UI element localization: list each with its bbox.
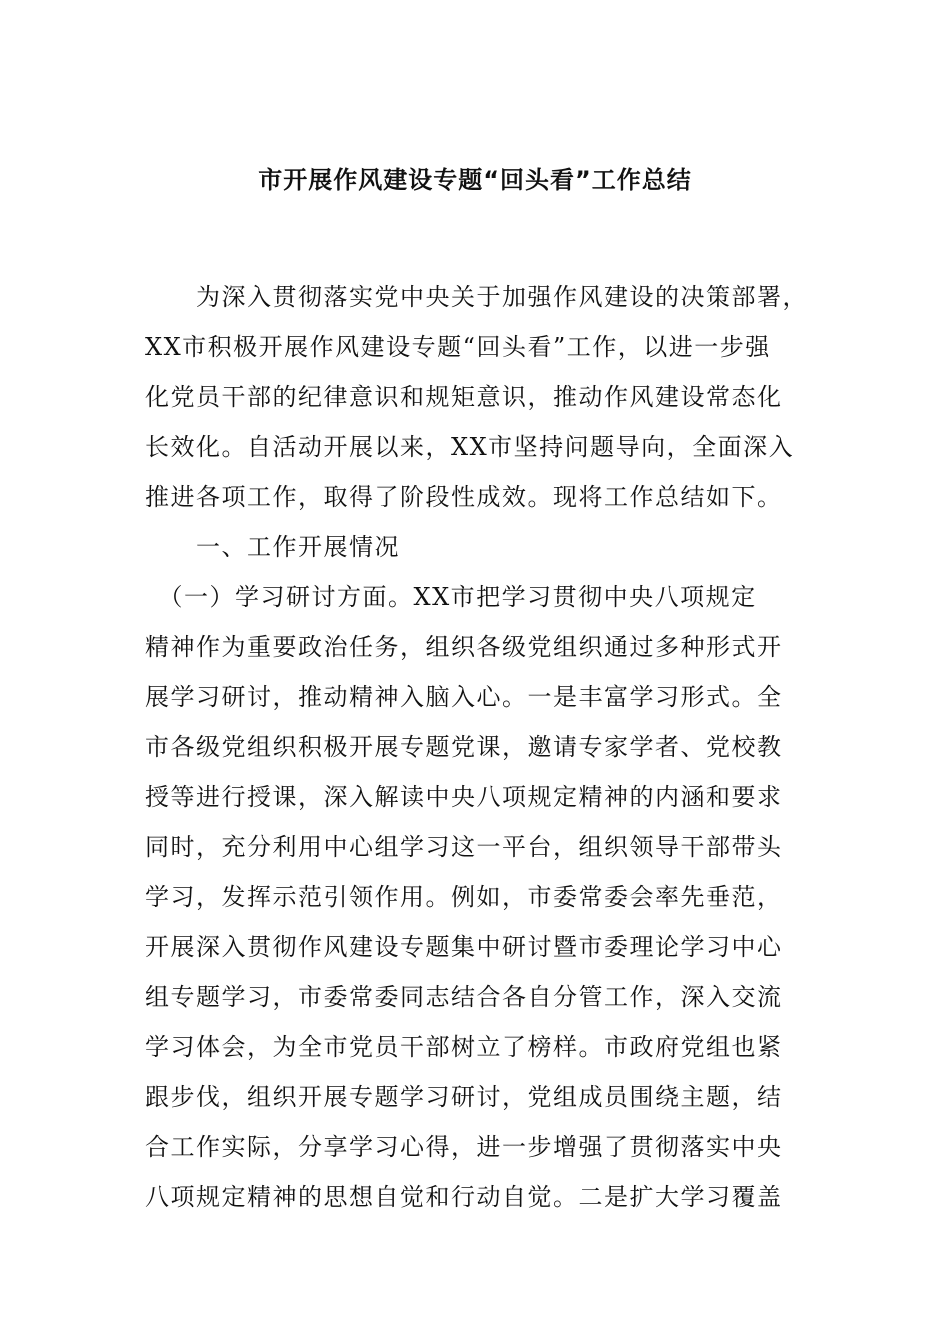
- body-line: 展学习研讨，推动精神入脑入心。一是丰富学习形式。全: [145, 683, 783, 711]
- body-line: 跟步伐，组织开展专题学习研讨，党组成员围绕主题，结: [145, 1083, 783, 1111]
- body-line: 为深入贯彻落实党中央关于加强作风建设的决策部署，: [145, 283, 808, 311]
- body-line: 合工作实际，分享学习心得，进一步增强了贯彻落实中央: [145, 1133, 783, 1161]
- section-heading: 一、工作开展情况: [145, 533, 400, 561]
- body-line: 长效化。自活动开展以来，XX市坚持问题导向，全面深入: [145, 433, 795, 461]
- body-line: 开展深入贯彻作风建设专题集中研讨暨市委理论学习中心: [145, 933, 783, 961]
- document-body: [145, 272, 810, 1222]
- body-line: 学习体会，为全市党员干部树立了榜样。市政府党组也紧: [145, 1033, 783, 1061]
- body-line: （一）学习研讨方面。XX市把学习贯彻中央八项规定: [145, 583, 757, 611]
- body-line: 组专题学习，市委常委同志结合各自分管工作，深入交流: [145, 983, 783, 1011]
- body-line: 化党员干部的纪律意识和规矩意识，推动作风建设常态化: [145, 383, 783, 411]
- document-title: 市开展作风建设专题“回头看”工作总结: [258, 166, 692, 194]
- body-line: 八项规定精神的思想自觉和行动自觉。二是扩大学习覆盖: [145, 1183, 783, 1211]
- body-line: 同时，充分利用中心组学习这一平台，组织领导干部带头: [145, 833, 783, 861]
- body-line: 精神作为重要政治任务，组织各级党组织通过多种形式开: [145, 633, 783, 661]
- body-line: 市各级党组织积极开展专题党课，邀请专家学者、党校教: [145, 733, 783, 761]
- body-line: 授等进行授课，深入解读中央八项规定精神的内涵和要求: [145, 783, 783, 811]
- body-line: 学习，发挥示范引领作用。例如，市委常委会率先垂范，: [145, 883, 783, 911]
- body-line: XX市积极开展作风建设专题“回头看”工作，以进一步强: [145, 333, 771, 361]
- body-line: 推进各项工作，取得了阶段性成效。现将工作总结如下。: [145, 483, 783, 511]
